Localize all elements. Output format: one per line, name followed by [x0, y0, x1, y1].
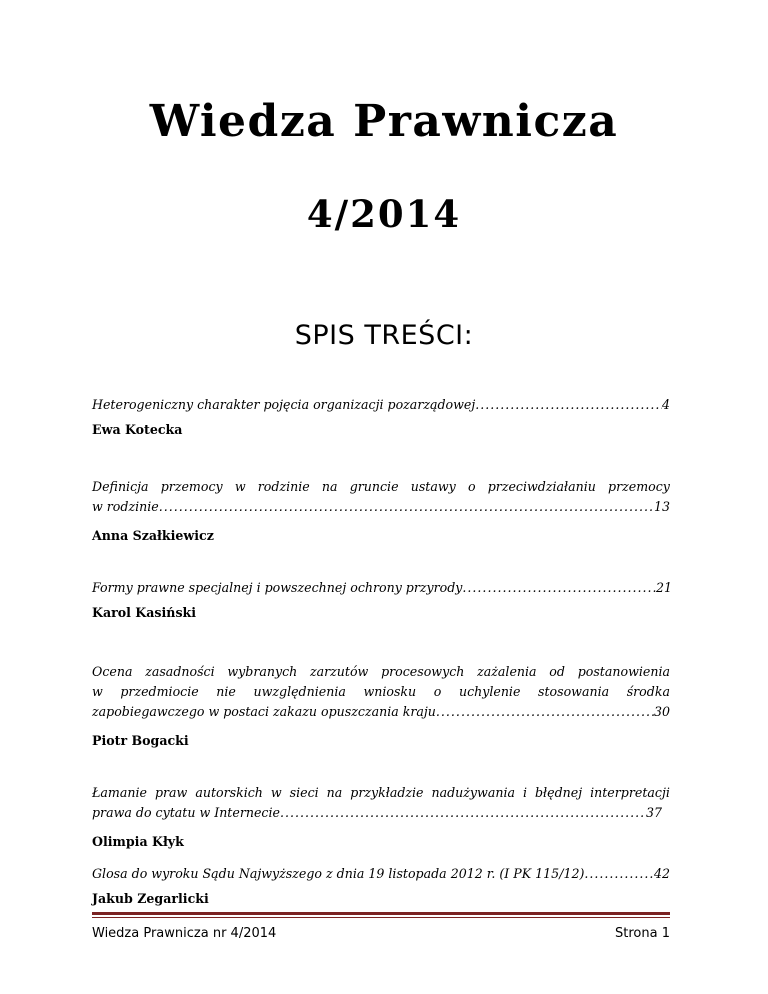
toc-entry: [92, 662, 670, 750]
toc-entry-title: Formy prawne specjalnej i powszechnej ochrony przyrody ..... 21: [92, 578, 672, 598]
toc-page-number: 37: [645, 805, 662, 820]
toc-heading: SPIS TREŚCI:: [294, 320, 474, 351]
title-line: Ocena zasadności wybranych zarzutów procesowych zażalenia od postanowienia: [92, 664, 670, 679]
toc-entry-title: Glosa do wyroku Sądu Najwyższego z dnia 19 listopada 2012 r. (I PK 115/12) ..... 42: [92, 864, 670, 884]
leader-dots: [475, 395, 662, 415]
toc-page-number: 42: [653, 866, 670, 881]
footer-journal: Wiedza Prawnicza nr 4/2014: [92, 926, 277, 941]
toc-entry: [92, 578, 670, 622]
toc-entry-title: [92, 783, 670, 823]
toc-author: Piotr Bogacki: [92, 733, 189, 748]
title-line: w rodzinie ..... 13: [92, 497, 670, 517]
toc-entry: [92, 395, 670, 439]
toc-author: Ewa Kotecka: [92, 422, 183, 437]
toc-page-number: 30: [653, 704, 670, 719]
leader-dots: [280, 803, 646, 823]
toc-author: Karol Kasiński: [92, 605, 197, 620]
toc-author: Jakub Zegarlicki: [92, 891, 209, 906]
leader-dots: [584, 864, 654, 884]
toc-page-number: 4: [661, 397, 670, 412]
footer-rule-thin: [92, 917, 670, 918]
title-line: Definicja przemocy w rodzinie na gruncie ustawy o przeciwdziałaniu przemocy: [92, 479, 670, 494]
toc-entry-title: Heterogeniczny charakter pojęcia organizacji pozarządowej ..... 4: [92, 395, 670, 415]
title-line: zapobiegawczego w postaci zakazu opuszczania kraju ..... 30: [92, 702, 670, 722]
title-line: Łamanie praw autorskich w sieci na przykładzie nadużywania i błędnej interpretacji: [92, 785, 670, 800]
toc-entry-title: [92, 477, 670, 517]
journal-title: Wiedza Prawnicza: [149, 96, 619, 147]
toc-entry: [92, 477, 670, 545]
issue-number: 4/2014: [306, 192, 462, 236]
toc-entry-title: [92, 662, 670, 722]
footer-rule: [92, 912, 670, 915]
toc-entry: [92, 864, 670, 908]
toc-page-number: 13: [653, 499, 670, 514]
footer-page-number: Strona 1: [615, 926, 670, 941]
toc-entry: [92, 783, 670, 851]
leader-dots: [462, 578, 656, 598]
title-line: w przedmiocie nie uwzględnienia wniosku o uchylenie stosowania środka: [92, 684, 670, 699]
leader-dots: [159, 497, 654, 517]
toc-author: Anna Szałkiewicz: [92, 528, 214, 543]
toc-page-number: 21: [655, 580, 672, 595]
toc-author: Olimpia Kłyk: [92, 834, 184, 849]
leader-dots: [436, 702, 654, 722]
title-line: prawa do cytatu w Internecie ..... 37: [92, 803, 662, 823]
